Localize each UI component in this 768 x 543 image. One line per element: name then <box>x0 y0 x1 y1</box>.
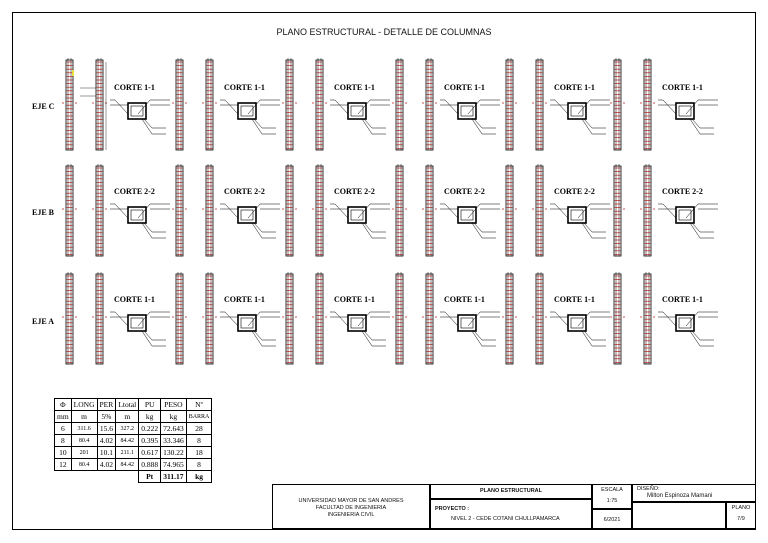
stirrup-section <box>571 318 583 328</box>
project-label: PROYECTO : <box>435 506 470 512</box>
table-header-row <box>55 399 212 411</box>
table-cell: 8 <box>55 435 72 447</box>
column-section <box>128 207 146 223</box>
leader-line <box>248 312 260 326</box>
scale-value: 1:75 <box>606 498 618 504</box>
leader-line <box>445 312 458 326</box>
table-units-row <box>55 411 212 423</box>
table-row <box>55 423 212 435</box>
table-cell: 15.6 <box>97 423 116 435</box>
table-cell: 28 <box>186 423 212 435</box>
leader-line <box>468 312 480 326</box>
section-title: CORTE 2-2 <box>224 187 265 196</box>
header-cell: PESO <box>161 399 187 411</box>
header-cell: Φ <box>55 399 72 411</box>
stirrup-section <box>131 210 143 220</box>
table-cell: 8 <box>186 459 212 471</box>
table-total-row <box>55 471 212 483</box>
section-title: CORTE 2-2 <box>662 187 703 196</box>
header-cell: Ltotal <box>116 399 139 411</box>
axis-label-a: EJE A <box>32 317 55 326</box>
leader-line <box>358 312 370 326</box>
leader-line <box>115 100 128 114</box>
stirrup-section <box>679 106 691 116</box>
leader-line <box>578 204 590 218</box>
leader-line <box>555 204 568 218</box>
design-label: DISEÑO: <box>637 486 660 492</box>
section-title: CORTE 1-1 <box>224 295 265 304</box>
table-cell: 72.643 <box>161 423 187 435</box>
leader-line <box>115 312 128 326</box>
table-cell: 4.02 <box>97 459 116 471</box>
section-title: CORTE 1-1 <box>662 83 703 92</box>
header-cell: PU <box>139 399 161 411</box>
stirrup-section <box>351 210 363 220</box>
career-name: INGENIERIA CIVIL <box>327 512 375 518</box>
column-section <box>238 207 256 223</box>
unit-cell: m <box>71 411 97 423</box>
scale-label: ESCALA <box>601 487 623 493</box>
leader-line <box>248 204 260 218</box>
leader-line <box>468 100 480 114</box>
title-block-blank <box>632 502 726 529</box>
leader-line <box>663 100 676 114</box>
table-cell: 80.4 <box>71 459 97 471</box>
sheet-label: PLANO <box>731 505 751 511</box>
leader-line <box>445 204 458 218</box>
stirrup-section <box>131 106 143 116</box>
unit-cell: mm <box>55 411 72 423</box>
stirrup-section <box>571 106 583 116</box>
project-name: NIVEL 2 - CEDE COTANI CHULLPAMARCA <box>451 516 560 522</box>
stirrup-section <box>679 318 691 328</box>
leader-line <box>248 100 260 114</box>
table-cell: 8 <box>186 435 212 447</box>
table-cell: 74.965 <box>161 459 187 471</box>
total-label: Pt <box>139 471 161 483</box>
stirrup-section <box>679 210 691 220</box>
stirrup-section <box>461 106 473 116</box>
leader-line <box>225 204 238 218</box>
table-row <box>55 459 212 471</box>
table-cell: 33.346 <box>161 435 187 447</box>
leader-line <box>225 100 238 114</box>
leader-line <box>225 312 238 326</box>
university-name: UNIVERSIDAD MAYOR DE SAN ANDRES <box>298 498 404 504</box>
drawing-title: PLANO ESTRUCTURAL - DETALLE DE COLUMNAS <box>276 27 492 37</box>
column-section <box>238 103 256 119</box>
leader-line <box>335 204 348 218</box>
section-title: CORTE 2-2 <box>334 187 375 196</box>
section-title: CORTE 2-2 <box>114 187 155 196</box>
section-title: CORTE 1-1 <box>444 295 485 304</box>
table-row <box>55 435 212 447</box>
section-title: CORTE 1-1 <box>334 295 375 304</box>
section-title: CORTE 1-1 <box>114 295 155 304</box>
stirrup-section <box>461 210 473 220</box>
table-cell: 10 <box>55 447 72 459</box>
total-unit: kg <box>186 471 212 483</box>
title-block-plan-name <box>430 484 592 499</box>
plan-name: PLANO ESTRUCTURAL <box>479 488 543 494</box>
faculty-name: FACULTAD DE INGENIERIA <box>315 505 387 511</box>
unit-cell: kg <box>139 411 161 423</box>
leader-line <box>663 312 676 326</box>
table-cell: 80.4 <box>71 435 97 447</box>
axis-label-c: EJE C <box>32 102 55 111</box>
section-title: CORTE 1-1 <box>334 83 375 92</box>
table-cell: 84.42 <box>116 435 139 447</box>
table-cell: 201 <box>71 447 97 459</box>
stirrup-section <box>131 318 143 328</box>
sheet-number: 7/9 <box>737 516 745 522</box>
total-value: 311.17 <box>161 471 187 483</box>
leader-line <box>578 100 590 114</box>
table-cell: 18 <box>186 447 212 459</box>
table-row <box>55 447 212 459</box>
axis-label-b: EJE B <box>32 208 55 217</box>
stirrup-section <box>571 210 583 220</box>
leader-line <box>358 100 370 114</box>
leader-line <box>335 312 348 326</box>
leader-line <box>445 100 458 114</box>
leader-line <box>686 100 698 114</box>
rebar-quantity-table <box>54 398 212 483</box>
leader-line <box>663 204 676 218</box>
stirrup-section <box>241 210 253 220</box>
header-cell: LONG <box>71 399 97 411</box>
table-cell: 0.222 <box>139 423 161 435</box>
leader-line <box>115 204 128 218</box>
leader-line <box>138 204 150 218</box>
title-block-design <box>632 484 756 502</box>
section-title: CORTE 2-2 <box>554 187 595 196</box>
leader-line <box>555 100 568 114</box>
leader-line <box>686 312 698 326</box>
leader-line <box>358 204 370 218</box>
table-cell: 311.6 <box>71 423 97 435</box>
unit-cell: m <box>116 411 139 423</box>
leader-line <box>335 100 348 114</box>
table-cell: 327.2 <box>116 423 139 435</box>
stirrup-section <box>241 318 253 328</box>
unit-cell: kg <box>161 411 187 423</box>
table-cell: 6 <box>55 423 72 435</box>
title-block-date <box>592 509 632 529</box>
unit-cell: 5% <box>97 411 116 423</box>
table-cell: 84.42 <box>116 459 139 471</box>
section-title: CORTE 1-1 <box>554 83 595 92</box>
column-section <box>238 315 256 331</box>
header-cell: PER <box>97 399 116 411</box>
stirrup-section <box>461 318 473 328</box>
table-cell: 4.02 <box>97 435 116 447</box>
designer-name: Milton Espinoza Mamani <box>647 493 713 499</box>
leader-line <box>555 312 568 326</box>
column-section <box>128 103 146 119</box>
unit-cell: BARRA <box>186 411 212 423</box>
title-block-university <box>272 484 430 529</box>
leader-line <box>468 204 480 218</box>
leader-line <box>138 312 150 326</box>
table-cell: 10.1 <box>97 447 116 459</box>
section-title: CORTE 1-1 <box>224 83 265 92</box>
stirrup-section <box>351 106 363 116</box>
title-block-sheet <box>726 502 756 529</box>
table-cell: 211.1 <box>116 447 139 459</box>
header-cell: Nº <box>186 399 212 411</box>
section-title: CORTE 2-2 <box>444 187 485 196</box>
leader-line <box>138 100 150 114</box>
section-title: CORTE 1-1 <box>114 83 155 92</box>
section-title: CORTE 1-1 <box>554 295 595 304</box>
column-section <box>128 315 146 331</box>
leader-line <box>578 312 590 326</box>
date-value: 6/2021 <box>603 517 621 523</box>
table-cell: 0.617 <box>139 447 161 459</box>
title-block-scale <box>592 484 632 509</box>
title-block-project <box>430 499 592 529</box>
leader-line <box>686 204 698 218</box>
section-title: CORTE 1-1 <box>444 83 485 92</box>
table-cell: 0.395 <box>139 435 161 447</box>
empty-cell <box>55 471 139 483</box>
stirrup-section <box>351 318 363 328</box>
table-cell: 12 <box>55 459 72 471</box>
table-cell: 0.888 <box>139 459 161 471</box>
table-cell: 130.22 <box>161 447 187 459</box>
section-title: CORTE 1-1 <box>662 295 703 304</box>
stirrup-section <box>241 106 253 116</box>
